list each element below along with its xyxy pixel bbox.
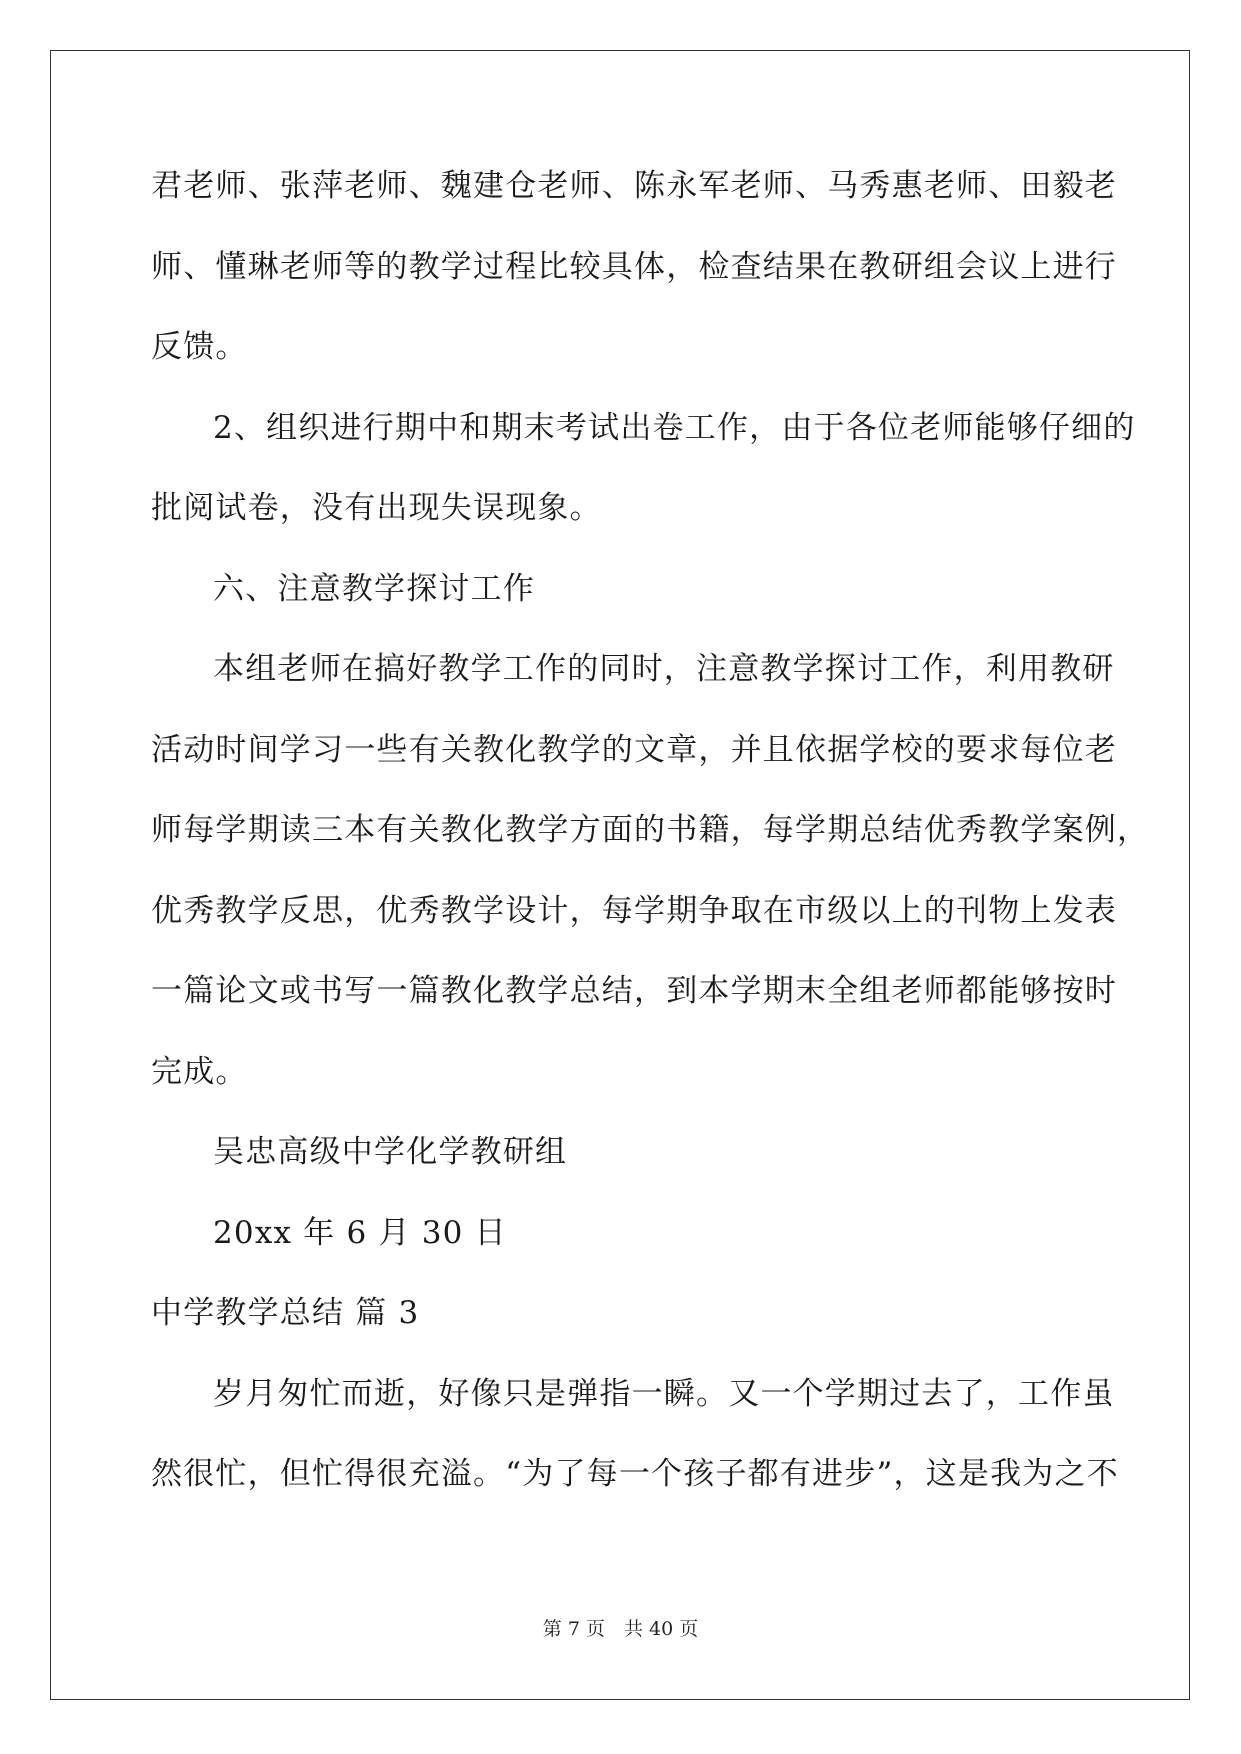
text-line: 优秀教学反思，优秀教学设计，每学期争取在市级以上的刊物上发表 — [151, 892, 1117, 929]
article-title: 中学教学总结 篇 3 — [151, 1295, 420, 1331]
text-line: 批阅试卷，没有出现失误现象。 — [151, 490, 602, 526]
paragraph-start: 2、组织进行期中和期末考试出卷工作，由于各位老师能够仔细的 — [213, 409, 1136, 446]
text-line: 师、懂琳老师等的教学过程比较具体，检查结果在教研组会议上进行 — [151, 248, 1117, 285]
paragraph-start: 岁月匆忙而逝，好像只是弹指一瞬。又一个学期过去了，工作虽 — [213, 1375, 1115, 1412]
signature-date: 20xx 年 6 月 30 日 — [213, 1214, 507, 1251]
document-body — [151, 162, 1150, 1531]
paragraph-start: 本组老师在搞好教学工作的同时，注意教学探讨工作，利用教研 — [213, 651, 1115, 687]
text-line: 君老师、张萍老师、魏建仓老师、陈永军老师、马秀惠老师、田毅老 — [151, 168, 1117, 204]
text-line: 反馈。 — [151, 329, 248, 365]
section-heading: 六、注意教学探讨工作 — [213, 570, 535, 607]
signature-org: 吴忠高级中学化学教研组 — [213, 1134, 568, 1170]
text-line: 活动时间学习一些有关教化教学的文章，并且依据学校的要求每位老 — [151, 731, 1117, 768]
text-line: 完成。 — [151, 1053, 248, 1090]
text-line: 一篇论文或书写一篇教化教学总结，到本学期末全组老师都能够按时 — [151, 973, 1117, 1009]
page-number: 第 7 页 共 40 页 — [542, 1618, 699, 1640]
text-line: 师每学期读三本有关教化教学方面的书籍，每学期总结优秀教学案例， — [151, 812, 1150, 848]
text-line: 然很忙，但忙得很充溢。“为了每一个孩子都有进步”，这是我为之不 — [151, 1456, 1119, 1492]
